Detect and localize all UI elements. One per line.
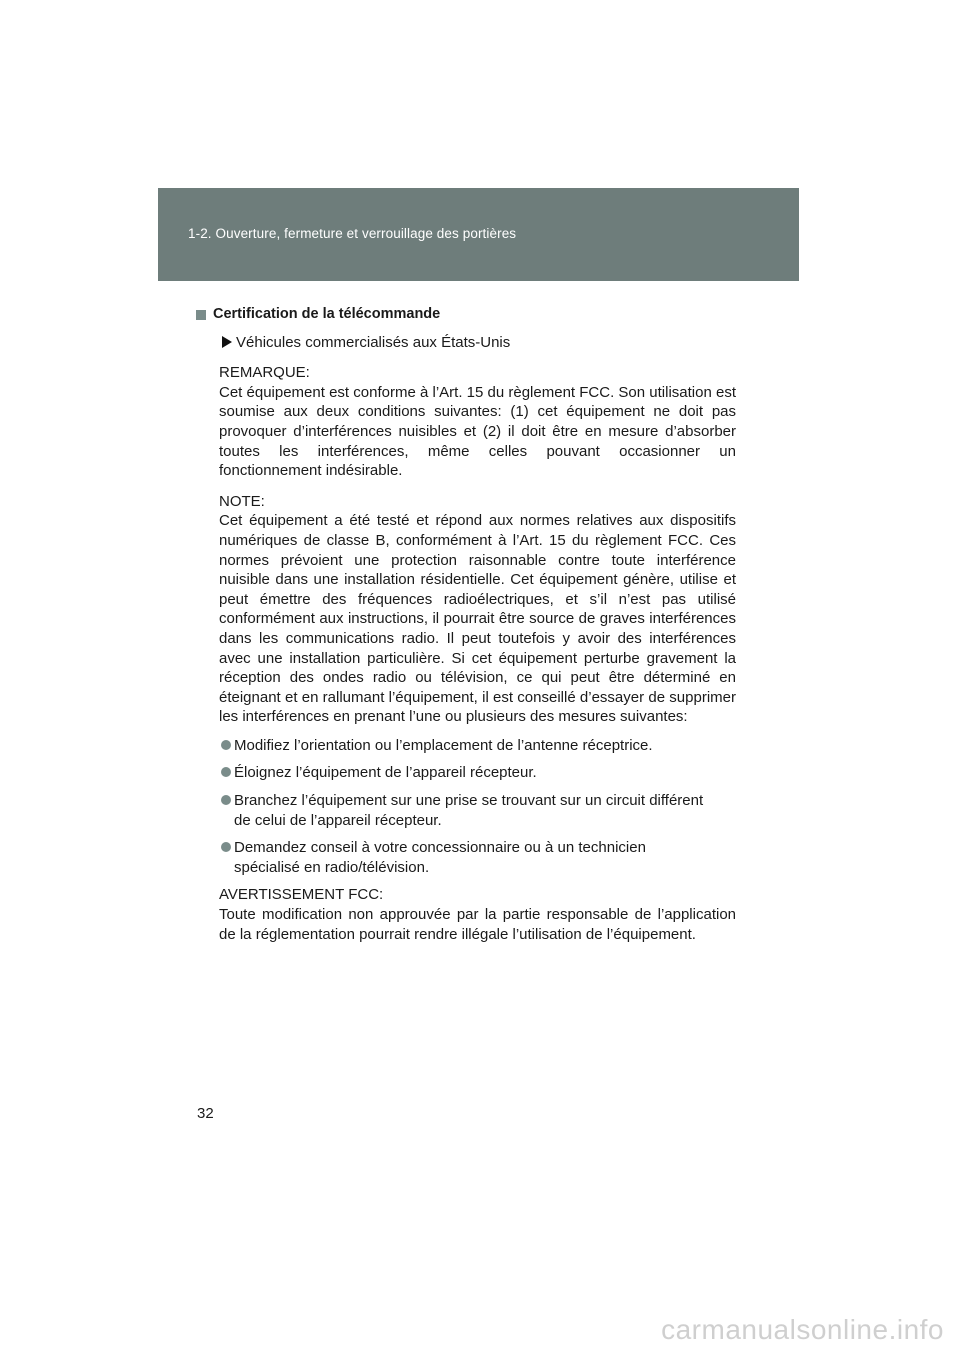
list-item	[219, 736, 736, 756]
list-item	[219, 763, 736, 783]
remarque-label: REMARQUE:	[219, 364, 310, 382]
note-text: Cet équipement a été testé et répond aux normes relatives aux dispositifs numériques de classe B, conformément à l’Art. 15 du règlement FCC. Ces normes prévoient une protection raisonnable contre toute interférence nuisible dans une installation résidentielle. Cet équipement génère, utilise et peut émettre des fréquences radioélectriques, et s’il n’est pas utilisé conformément aux instructions, il pourrait être source de graves interférences dans les communications radio. Il peut toutefois y avoir des interférences avec une installation particulière. Si cet équipement perturbe gravement la réception des ondes radio ou télévision, ce qui peut être déterminé en éteignant et en rallumant l’équipement, il est conseillé d’essayer de supprimer les interférences en prenant l’une ou plusieurs des mesures suivantes:	[219, 512, 736, 726]
square-bullet-icon	[196, 310, 206, 320]
list-item-text: Modifiez l’orientation ou l’emplacement de l’antenne réceptrice.	[234, 736, 653, 754]
remarque-text: Cet équipement est conforme à l’Art. 15 du règlement FCC. Son utilisation est soumise aux deux conditions suivantes: (1) cet équipement ne doit pas provoquer d’interférences nuisibles et (2) il doit être en mesure d’absorber toutes les interférences, même celles pouvant occasionner un fonctionnement indésirable.	[219, 383, 736, 480]
section-title: 1-2. Ouverture, fermeture et verrouillage des portières	[188, 226, 517, 241]
circle-bullet-icon	[221, 767, 231, 777]
list-item	[219, 838, 736, 877]
list-item-text: Demandez conseil à votre concessionnaire ou à un technicien spécialisé en radio/télévision.	[234, 839, 646, 876]
note-block	[196, 492, 736, 944]
circle-bullet-icon	[221, 842, 231, 852]
note-label: NOTE:	[219, 492, 265, 510]
circle-bullet-icon	[221, 740, 231, 750]
measures-list	[219, 736, 736, 878]
triangle-right-icon	[222, 336, 232, 348]
vehicle-scope-text: Véhicules commercialisés aux États-Unis	[236, 333, 511, 351]
list-item	[219, 791, 736, 830]
circle-bullet-icon	[221, 795, 231, 805]
page-number: 32	[197, 1105, 214, 1122]
section-header-band	[158, 188, 799, 281]
warning-text: Toute modification non approuvée par la partie responsable de l’application de la réglementation pourrait rendre illégale l’utilisation de l’équipement.	[219, 906, 736, 943]
warning-label: AVERTISSEMENT FCC:	[219, 886, 384, 904]
vehicle-scope	[196, 333, 736, 353]
watermark: carmanualsonline.info	[661, 1314, 944, 1345]
remarque-block	[196, 363, 736, 481]
page-content	[196, 305, 736, 944]
list-item-text: Branchez l’équipement sur une prise se trouvant sur un circuit différent de celui de l’appareil récepteur.	[234, 792, 704, 829]
list-item-text: Éloignez l’équipement de l’appareil récepteur.	[234, 764, 537, 782]
section-heading-text: Certification de la télécommande	[213, 306, 441, 322]
section-heading	[196, 305, 736, 325]
